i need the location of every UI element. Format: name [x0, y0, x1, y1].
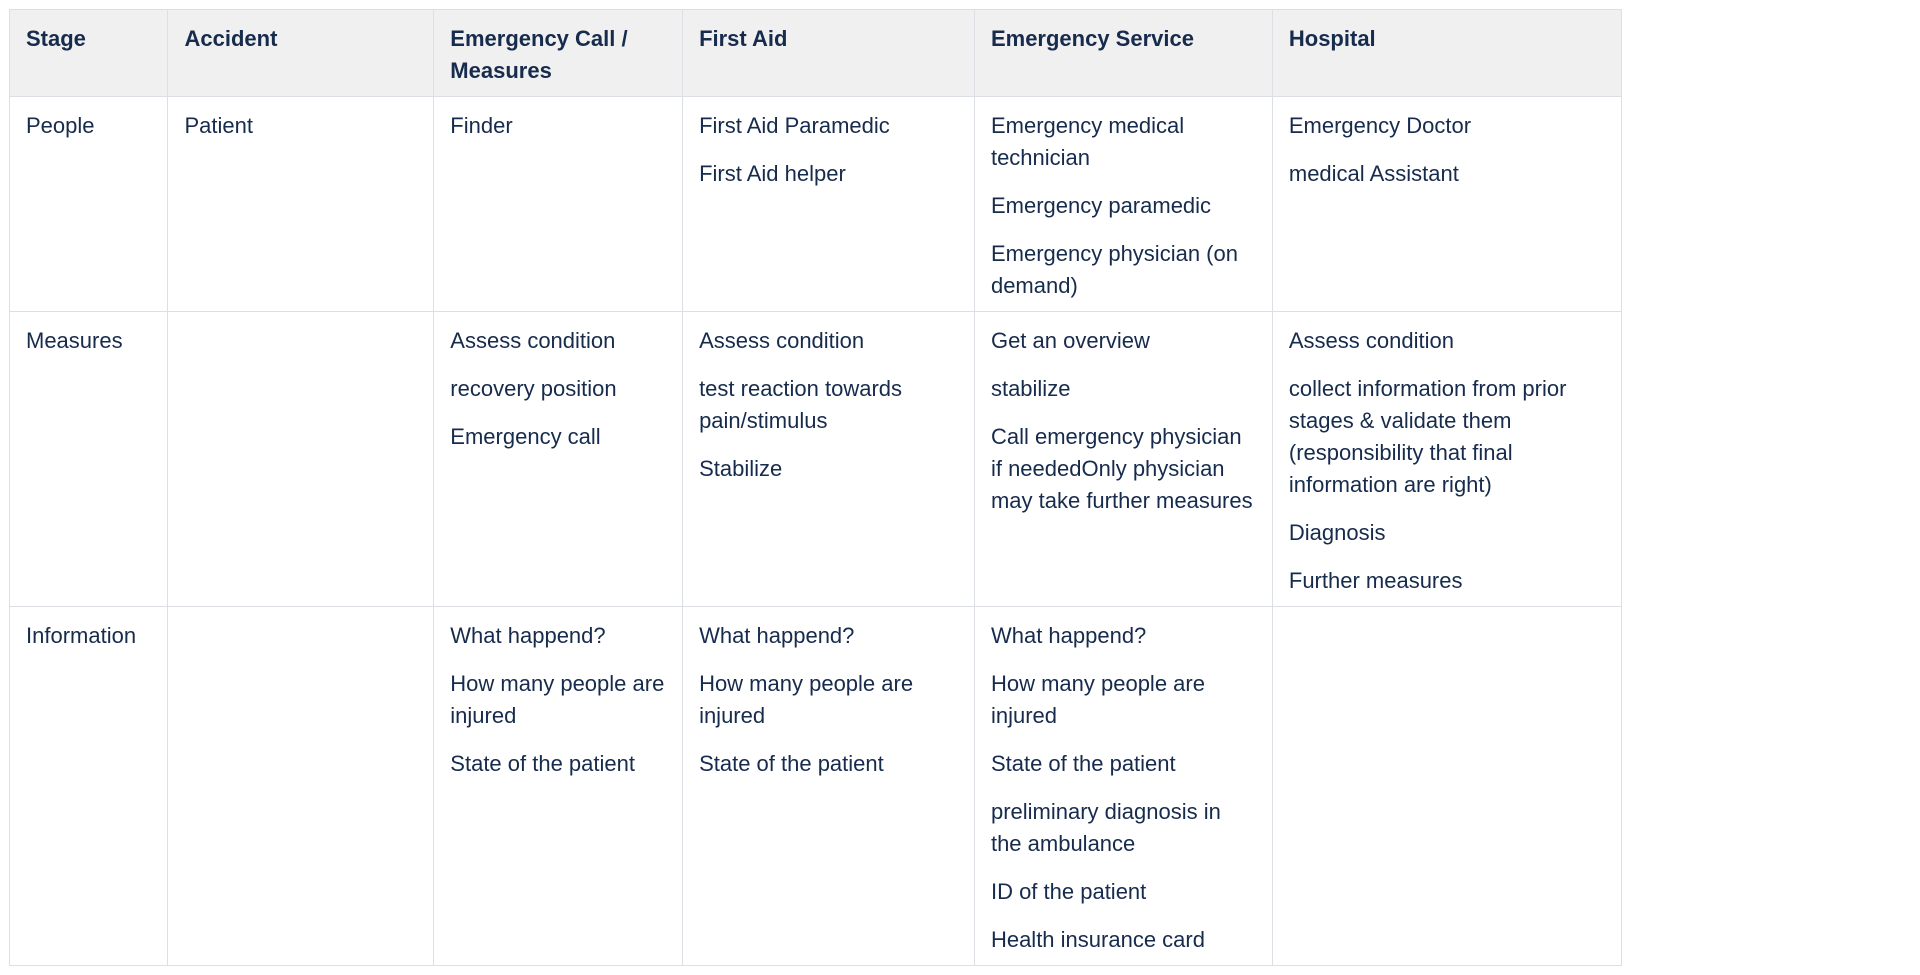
cell-line: collect information from prior stages & validate them (responsibility that final information are right)	[1288, 376, 1567, 497]
cell-measures-accident	[168, 312, 434, 607]
cell-information-hospital	[1272, 607, 1621, 966]
cell-line: recovery position	[450, 376, 617, 401]
cell-line: Stabilize	[699, 456, 783, 481]
cell-measures-emergency-call	[434, 312, 683, 607]
cell-line: What happend?	[450, 623, 606, 648]
header-row	[10, 10, 1622, 97]
cell-line: State of the patient	[699, 751, 884, 776]
cell-line: Finder	[450, 113, 513, 138]
header-first-aid: First Aid	[683, 10, 975, 97]
cell-line: stabilize	[990, 376, 1071, 401]
cell-line: What happend?	[990, 623, 1147, 648]
cell-line: Emergency medical technician	[990, 113, 1185, 170]
cell-line: Emergency call	[450, 424, 601, 449]
cell-line: test reaction towards pain/stimulus	[699, 376, 903, 433]
cell-people-hospital	[1272, 97, 1621, 312]
table-row-measures	[10, 312, 1622, 607]
cell-line: Call emergency physician if neededOnly physician may take further measures	[990, 424, 1253, 513]
cell-information-first-aid	[683, 607, 975, 966]
cell-line: How many people are injured	[699, 671, 914, 728]
cell-information-emergency-service	[974, 607, 1272, 966]
header-accident: Accident	[168, 10, 434, 97]
table-row-people	[10, 97, 1622, 312]
table-body	[10, 97, 1622, 966]
cell-people-emergency-service	[974, 97, 1272, 312]
cell-people-emergency-call	[434, 97, 683, 312]
cell-people-first-aid	[683, 97, 975, 312]
cell-line: preliminary diagnosis in the ambulance	[990, 799, 1221, 856]
cell-line: Get an overview	[990, 328, 1150, 353]
cell-line: What happend?	[699, 623, 855, 648]
cell-line: ID of the patient	[990, 879, 1147, 904]
table-header	[10, 10, 1622, 97]
cell-line: Emergency Doctor	[1288, 113, 1472, 138]
cell-line: State of the patient	[450, 751, 635, 776]
cell-measures-emergency-service	[974, 312, 1272, 607]
cell-line: Assess condition	[699, 328, 865, 353]
cell-line: Diagnosis	[1288, 520, 1386, 545]
header-emergency-service: Emergency Service	[974, 10, 1272, 97]
stage-table-container	[9, 9, 1622, 966]
row-label-text: People	[26, 113, 95, 138]
cell-information-emergency-call	[434, 607, 683, 966]
cell-line: How many people are injured	[990, 671, 1205, 728]
row-label-text: Information	[26, 623, 137, 648]
header-stage: Stage	[10, 10, 168, 97]
cell-information-accident	[168, 607, 434, 966]
cell-people-accident	[168, 97, 434, 312]
table-row-information	[10, 607, 1622, 966]
stage-table	[9, 9, 1622, 966]
cell-line: How many people are injured	[450, 671, 665, 728]
cell-line: First Aid helper	[699, 161, 846, 186]
cell-line: First Aid Paramedic	[699, 113, 890, 138]
cell-line: Emergency paramedic	[990, 193, 1212, 218]
cell-line: Health insurance card	[990, 927, 1205, 952]
cell-line: Further measures	[1288, 568, 1463, 593]
header-emergency-call: Emergency Call / Measures	[434, 10, 683, 97]
row-label-measures	[10, 312, 168, 607]
cell-line: State of the patient	[990, 751, 1176, 776]
row-label-text: Measures	[26, 328, 123, 353]
cell-line: Assess condition	[1288, 328, 1454, 353]
cell-line: Patient	[184, 113, 253, 138]
header-hospital: Hospital	[1272, 10, 1621, 97]
row-label-information	[10, 607, 168, 966]
cell-line: Assess condition	[450, 328, 616, 353]
cell-measures-first-aid	[683, 312, 975, 607]
cell-measures-hospital	[1272, 312, 1621, 607]
cell-line: Emergency physician (on demand)	[990, 241, 1238, 298]
row-label-people	[10, 97, 168, 312]
cell-line: medical Assistant	[1288, 161, 1459, 186]
